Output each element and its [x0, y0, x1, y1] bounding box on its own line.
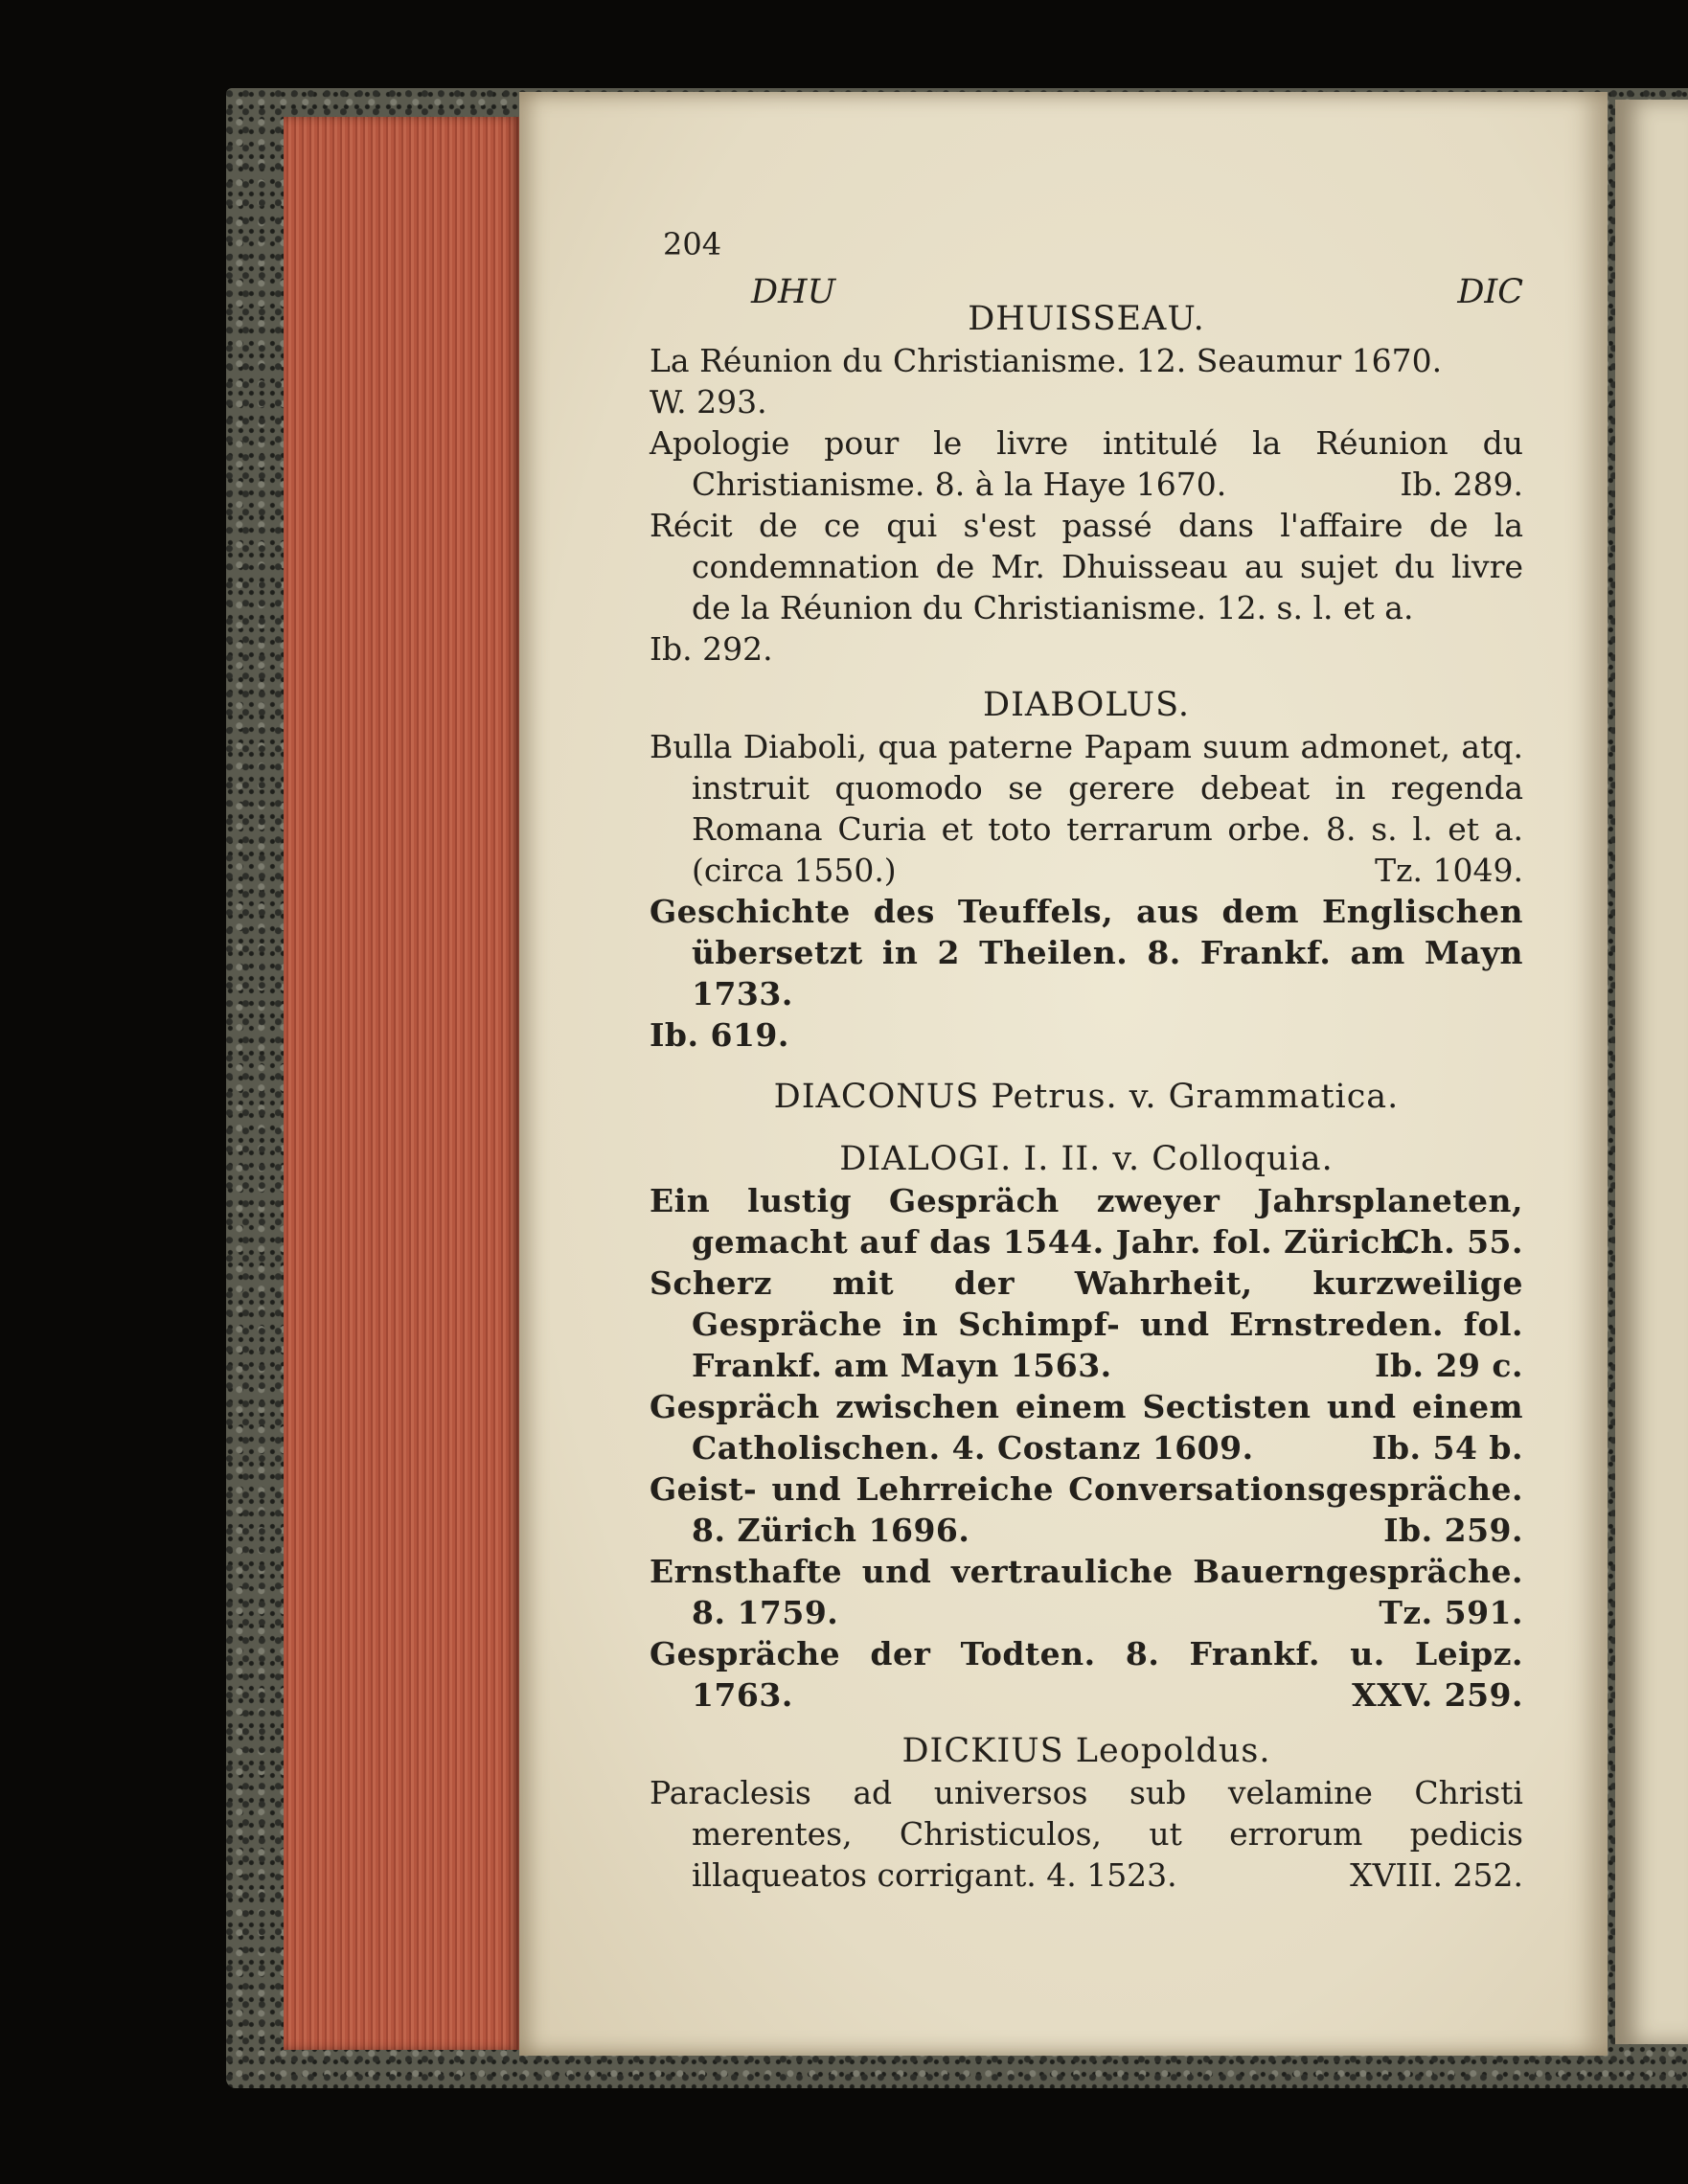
page-number: 204 — [663, 226, 722, 262]
entry-reference: Ib. 289. — [1400, 466, 1523, 503]
entry-text: Gespräch zwischen einem Sectisten und einem Catholischen. 4. Costanz 1609. — [650, 1388, 1523, 1467]
entry-reference: Ch. 55. — [1394, 1223, 1523, 1261]
entry-text: La Réunion du Christianisme. 12. Seaumur 1670. — [650, 342, 1443, 379]
entry-reference: Ib. 292. — [650, 630, 773, 668]
entry-reference: Tz. 591. — [1379, 1594, 1523, 1631]
bibliography-entry — [650, 1263, 1523, 1386]
section-heading: DHUISSEAU. — [968, 300, 1205, 338]
section-heading: DIALOGI. I. II. v. Colloquia. — [839, 1140, 1334, 1178]
bibliography-entry — [650, 891, 1523, 1056]
bibliography-entry — [650, 422, 1523, 505]
bibliography-entry — [650, 1551, 1523, 1633]
entry-text: Apologie pour le livre intitulé la Réunion du Christianisme. 8. à la Haye 1670. — [650, 424, 1523, 503]
section-heading: DIACONUS Petrus. v. Grammatica. — [773, 1078, 1400, 1116]
running-head-right: DIC — [1457, 273, 1523, 311]
text-column — [650, 226, 1523, 1896]
entry-text: Geist- und Lehrreiche Conversationsgespräche. 8. Zürich 1696. — [650, 1470, 1523, 1549]
running-head-left: DHU — [751, 273, 836, 311]
entry-text: Geschichte des Teuffels, aus dem Englischen übersetzt in 2 Theilen. 8. Frankf. am Mayn 1733. — [650, 893, 1523, 1012]
entry-text: Ein lustig Gespräch zweyer Jahrsplaneten, gemacht auf das 1544. Jahr. fol. Zürich. — [650, 1182, 1523, 1261]
bibliography-entry — [650, 1386, 1523, 1468]
bibliography-entry — [650, 340, 1523, 422]
entry-reference: Ib. 619. — [650, 1016, 789, 1054]
entry-reference: Ib. 259. — [1383, 1512, 1523, 1549]
bibliography-entry — [650, 1468, 1523, 1551]
entry-reference: XXV. 259. — [1352, 1676, 1523, 1714]
section-heading: DIABOLUS. — [983, 686, 1190, 724]
entry-reference: Ib. 54 b. — [1372, 1429, 1523, 1467]
entry-reference: Ib. 29 c. — [1375, 1347, 1523, 1384]
bibliography-entry — [650, 726, 1523, 891]
section-heading: DICKIUS Leopoldus. — [901, 1732, 1271, 1770]
entry-text: Ernsthafte und vertrauliche Bauerngespräche. 8. 1759. — [650, 1553, 1523, 1631]
bibliography-entry — [650, 1772, 1523, 1896]
facing-page-edge — [1615, 100, 1688, 2044]
entry-text: Gespräche der Todten. 8. Frankf. u. Leipz. 1763. — [650, 1635, 1523, 1714]
entry-reference: Tz. 1049. — [1375, 852, 1523, 889]
bibliography-entry — [650, 505, 1523, 670]
entry-reference: XVIII. 252. — [1350, 1856, 1523, 1894]
bibliography-entry — [650, 1180, 1523, 1263]
entry-text: Bulla Diaboli, qua paterne Papam suum admonet, atq. instruit quomodo se gerere debeat in regenda Romana Curia et toto terrarum orbe. 8. s. l. et a. (circa 1550.) — [650, 728, 1523, 889]
page-edges — [284, 117, 519, 2050]
entry-text: Récit de ce qui s'est passé dans l'affaire de la condemnation de Mr. Dhuisseau au sujet du livre de la Réunion du Christianisme. 12. s. l. et a. — [650, 507, 1523, 626]
running-head — [650, 226, 1523, 311]
bibliography-entry — [650, 1633, 1523, 1716]
entry-reference: W. 293. — [650, 383, 767, 421]
entry-text: Paraclesis ad universos sub velamine Christi merentes, Christiculos, ut errorum pedicis illaqueatos corrigant. 4. 1523. — [650, 1774, 1523, 1894]
entry-text: Scherz mit der Wahrheit, kurzweilige Gespräche in Schimpf- und Ernstreden. fol. Frankf. am Mayn 1563. — [650, 1264, 1523, 1384]
